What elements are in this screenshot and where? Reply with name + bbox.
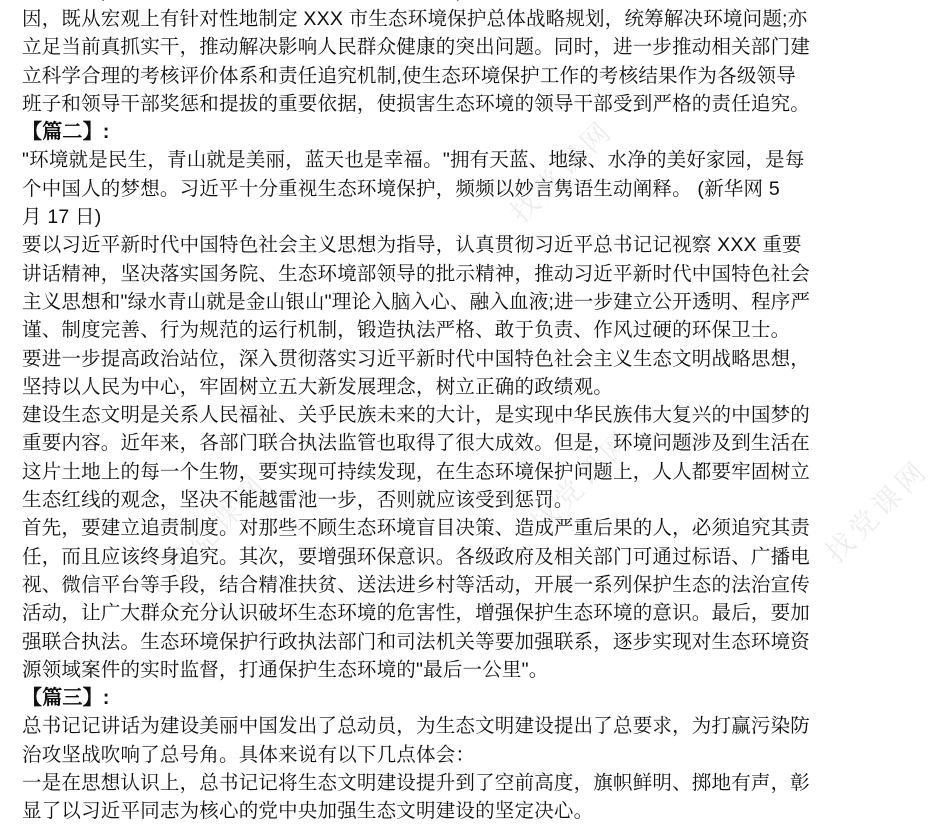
text-line: 源领域案件的实时监督，打通保护生态环境的"最后一公里"。 xyxy=(22,658,549,681)
text-line: 生态红线的观念，坚决不能越雷池一步，否则就应该受到惩罚。 xyxy=(22,489,574,512)
watermark-text: 找党课网 xyxy=(819,453,935,569)
text-line: 显了以习近平同志为核心的党中央加强生态文明建设的坚定决心。 xyxy=(22,800,594,823)
text-line: 总书记记讲话为建设美丽中国发出了总动员，为生态文明建设提出了总要求，为打赢污染防 xyxy=(22,715,811,738)
text-line: 班子和领导干部奖惩和提拔的重要依据，使损害生态环境的领导干部受到严格的责任追究。 xyxy=(22,92,811,115)
text-line: 要进一步提高政治站位，深入贯彻落实习近平新时代中国特色社会主义生态文明战略思想， xyxy=(22,347,811,370)
text-line: 讲话精神，坚决落实国务院、生态环境部领导的批示精神，推动习近平新时代中国特色社会 xyxy=(22,262,811,285)
text-line: 主义思想和"绿水青山就是金山银山"理论入脑入心、融入血液;进一步建立公开透明、程序严 xyxy=(22,290,811,313)
text-line: 要以习近平新时代中国特色社会主义思想为指导，认真贯彻习近平总书记记视察 XXX 重要 xyxy=(22,234,802,257)
text-line: 一是在思想认识上，总书记记将生态文明建设提升到了空前高度，旗帜鲜明、掷地有声，彰 xyxy=(22,772,811,795)
text-line: 因，既从宏观上有针对性地制定 XXX 市生态环境保护总体战略规划，统筹解决环境问题;亦 xyxy=(22,8,808,30)
watermark-text: 找党课网 xyxy=(504,113,620,229)
section-header: 【篇三】: xyxy=(22,687,110,710)
section-header: 【篇二】: xyxy=(22,121,110,144)
text-line: 月 17 日) xyxy=(22,206,102,229)
text-line: 谨、制度完善、行为规范的运行机制，锻造执法严格、敢于负责、作风过硬的环保卫士。 xyxy=(22,319,791,342)
text-line: 治攻坚战吹响了总号角。具体来说有以下几点体会： xyxy=(22,743,476,766)
text-line: 个中国人的梦想。习近平十分重视生态环境保护，频频以妙言隽语生动阐释。 (新华网 5 xyxy=(22,177,780,200)
text-line: 这片土地上的每一个生物，要实现可持续发现，在生态环境保护问题上，人人都要牢固树立 xyxy=(22,460,811,483)
text-line: 立足当前真抓实干，推动解决影响人民群众健康的突出问题。同时，进一步推动相关部门建 xyxy=(22,36,811,59)
watermark-text: 找党课网 xyxy=(159,468,275,584)
document-text xyxy=(22,0,811,826)
text-line: 坚持以人民为中心，牢固树立五大新发展理念，树立正确的政绩观。 xyxy=(22,375,614,398)
text-line: 活动，让广大群众充分认识破坏生态环境的危害性，增强保护生态环境的意识。最后，要加 xyxy=(22,602,811,625)
text-line: 任，而且应该终身追究。其次，要增强环保意识。各级政府及相关部门可通过标语、广播电 xyxy=(22,545,811,568)
text-line: 重要内容。近年来，各部门联合执法监管也取得了很大成效。但是，环境问题涉及到生活在 xyxy=(22,432,811,455)
text-line: "环境就是民生，青山就是美丽，蓝天也是幸福。"拥有天蓝、地绿、水净的美好家园，是每 xyxy=(22,149,805,172)
text-line: 首先，要建立追责制度。对那些不顾生态环境盲目决策、造成严重后果的人，必须追究其责 xyxy=(22,517,811,540)
text-line: 视、微信平台等手段，结合精准扶贫、送法进乡村等活动，开展一系列保护生态的法治宣传 xyxy=(22,573,811,596)
text-line: 建设生态文明是关系人民福祉、关乎民族未来的大计，是实现中华民族伟大复兴的中国梦的 xyxy=(22,404,811,427)
watermark-text: 找党课网 xyxy=(524,423,640,539)
text-line: 强联合执法。生态环境保护行政执法部门和司法机关等要加强联系，逐步实现对生态环境资 xyxy=(22,630,811,653)
text-line: 立科学合理的考核评价体系和责任追究机制,使生态环境保护工作的考核结果作为各级领导 xyxy=(22,64,796,87)
